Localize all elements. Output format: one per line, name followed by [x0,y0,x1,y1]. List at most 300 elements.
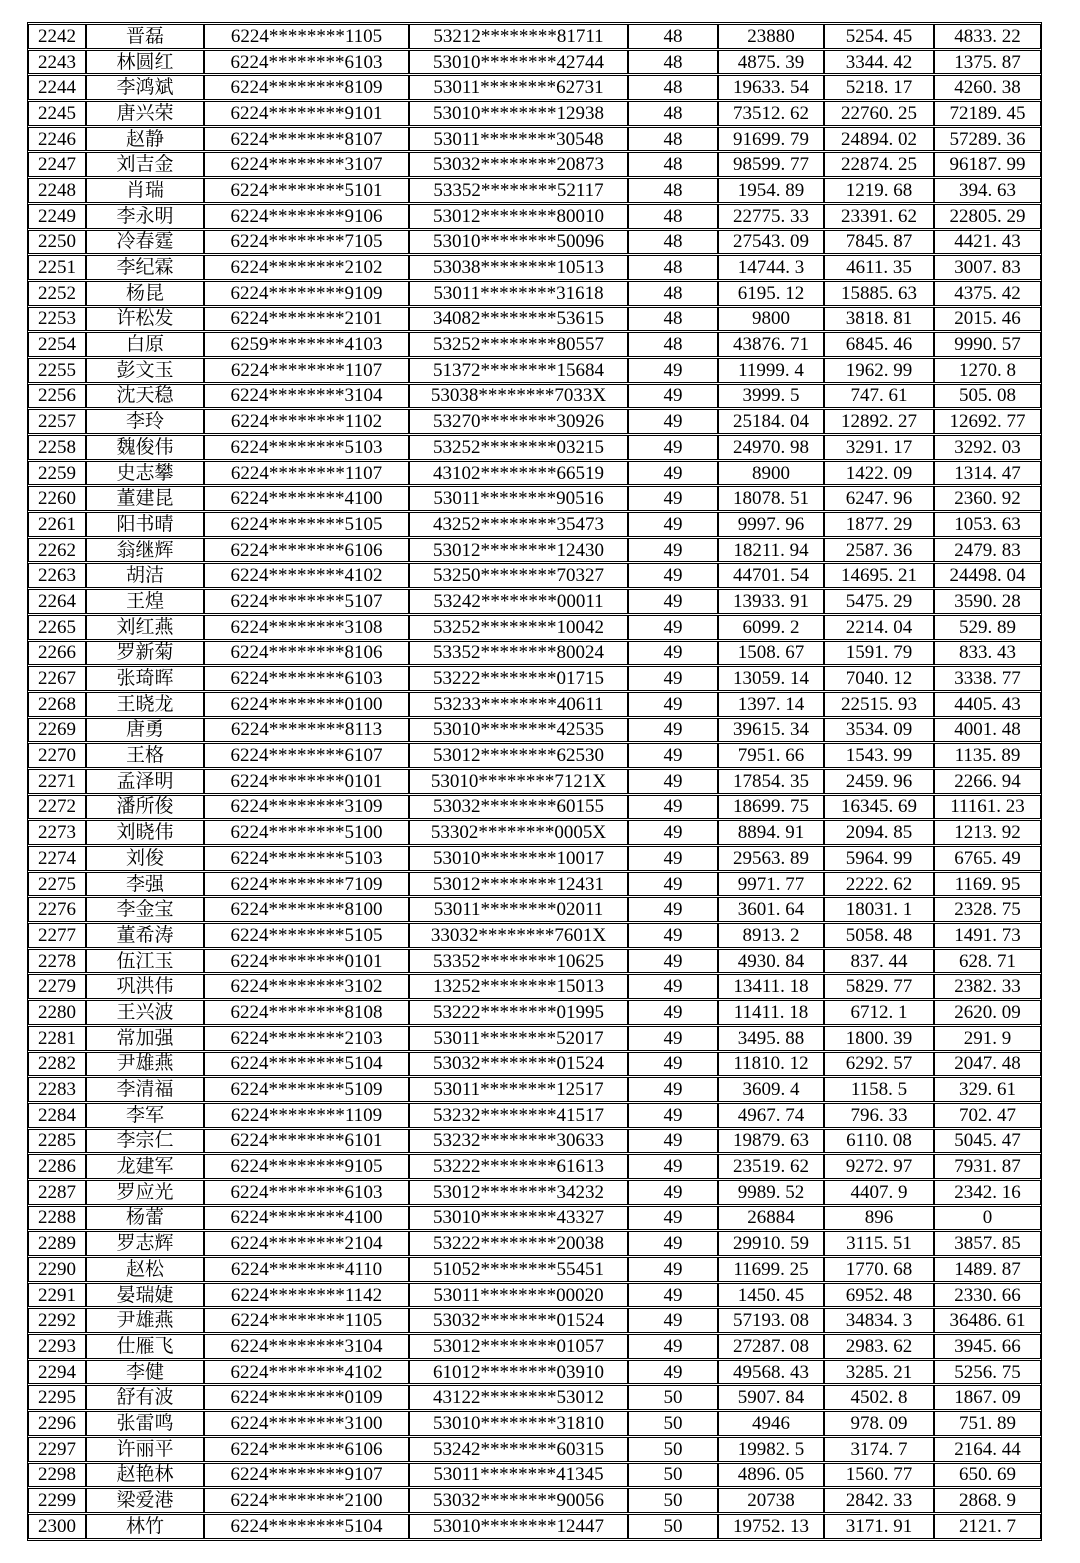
amount-2-cell: 6712. 1 [824,1000,934,1025]
amount-1-cell: 1450. 45 [718,1283,824,1308]
amount-3-cell: 2868. 9 [934,1488,1041,1513]
amount-3-cell: 1053. 63 [934,512,1041,537]
table-row [28,1385,1041,1410]
name-cell: 刘吉金 [86,152,204,177]
amount-2-cell: 4407. 9 [824,1180,934,1205]
name-cell: 李宗仁 [86,1129,204,1154]
id-number-cell: 34082********53615 [409,307,628,332]
code-cell: 49 [628,384,718,409]
code-cell: 49 [628,872,718,897]
amount-1-cell: 9989. 52 [718,1180,824,1205]
amount-2-cell: 2983. 62 [824,1334,934,1359]
table-row [28,820,1041,845]
amount-3-cell: 4260. 38 [934,75,1041,100]
id-number-cell: 53011********00020 [409,1283,628,1308]
code-cell: 49 [628,1052,718,1077]
table-row [28,1026,1041,1051]
id-number-cell: 53010********10017 [409,846,628,871]
code-cell: 49 [628,358,718,383]
code-cell: 49 [628,641,718,666]
amount-1-cell: 14744. 3 [718,255,824,280]
card-number-cell: 6224********2103 [204,1026,409,1051]
serial-number-cell: 2283 [28,1077,86,1102]
amount-3-cell: 650. 69 [934,1463,1041,1488]
id-number-cell: 43122********53012 [409,1385,628,1410]
table-row [28,1154,1041,1179]
amount-3-cell: 4375. 42 [934,281,1041,306]
amount-2-cell: 1591. 79 [824,641,934,666]
amount-3-cell: 2266. 94 [934,769,1041,794]
amount-2-cell: 747. 61 [824,384,934,409]
amount-2-cell: 896 [824,1206,934,1231]
table-row [28,24,1041,49]
amount-1-cell: 23880 [718,24,824,49]
amount-1-cell: 29910. 59 [718,1231,824,1256]
serial-number-cell: 2256 [28,384,86,409]
code-cell: 49 [628,1257,718,1282]
name-cell: 李军 [86,1103,204,1128]
card-number-cell: 6224********9101 [204,101,409,126]
amount-2-cell: 22515. 93 [824,692,934,717]
card-number-cell: 6224********0100 [204,692,409,717]
code-cell: 48 [628,101,718,126]
amount-1-cell: 9997. 96 [718,512,824,537]
amount-3-cell: 36486. 61 [934,1308,1041,1333]
amount-1-cell: 8894. 91 [718,820,824,845]
card-number-cell: 6224********8109 [204,75,409,100]
amount-2-cell: 1219. 68 [824,178,934,203]
amount-3-cell: 1491. 73 [934,923,1041,948]
code-cell: 48 [628,307,718,332]
amount-2-cell: 2842. 33 [824,1488,934,1513]
table-row [28,1308,1041,1333]
table-row [28,1411,1041,1436]
name-cell: 杨昆 [86,281,204,306]
table-row [28,949,1041,974]
card-number-cell: 6224********7109 [204,872,409,897]
serial-number-cell: 2272 [28,795,86,820]
serial-number-cell: 2254 [28,332,86,357]
amount-3-cell: 7931. 87 [934,1154,1041,1179]
id-number-cell: 53012********34232 [409,1180,628,1205]
card-number-cell: 6224********5109 [204,1077,409,1102]
amount-3-cell: 6765. 49 [934,846,1041,871]
card-number-cell: 6224********0101 [204,949,409,974]
masked-account-table [27,22,1042,1541]
card-number-cell: 6224********8107 [204,127,409,152]
card-number-cell: 6224********5104 [204,1514,409,1539]
serial-number-cell: 2282 [28,1052,86,1077]
amount-2-cell: 2214. 04 [824,615,934,640]
amount-2-cell: 22874. 25 [824,152,934,177]
serial-number-cell: 2251 [28,255,86,280]
amount-1-cell: 18078. 51 [718,486,824,511]
code-cell: 50 [628,1385,718,1410]
amount-1-cell: 3601. 64 [718,897,824,922]
amount-2-cell: 1800. 39 [824,1026,934,1051]
serial-number-cell: 2290 [28,1257,86,1282]
serial-number-cell: 2260 [28,486,86,511]
amount-2-cell: 5475. 29 [824,589,934,614]
code-cell: 48 [628,255,718,280]
amount-1-cell: 20738 [718,1488,824,1513]
amount-2-cell: 18031. 1 [824,897,934,922]
code-cell: 49 [628,589,718,614]
amount-2-cell: 3291. 17 [824,435,934,460]
amount-1-cell: 26884 [718,1206,824,1231]
amount-3-cell: 529. 89 [934,615,1041,640]
id-number-cell: 53012********12431 [409,872,628,897]
card-number-cell: 6224********6103 [204,50,409,75]
table-row [28,666,1041,691]
card-number-cell: 6224********9109 [204,281,409,306]
code-cell: 50 [628,1437,718,1462]
amount-1-cell: 23519. 62 [718,1154,824,1179]
name-cell: 李鸿斌 [86,75,204,100]
serial-number-cell: 2276 [28,897,86,922]
name-cell: 史志攀 [86,461,204,486]
code-cell: 49 [628,1077,718,1102]
amount-1-cell: 18699. 75 [718,795,824,820]
amount-3-cell: 11161. 23 [934,795,1041,820]
amount-2-cell: 14695. 21 [824,563,934,588]
card-number-cell: 6224********4100 [204,486,409,511]
card-number-cell: 6224********4100 [204,1206,409,1231]
table-row [28,50,1041,75]
name-cell: 李纪霖 [86,255,204,280]
name-cell: 张雷鸣 [86,1411,204,1436]
code-cell: 49 [628,1283,718,1308]
amount-3-cell: 2121. 7 [934,1514,1041,1539]
name-cell: 常加强 [86,1026,204,1051]
amount-2-cell: 1543. 99 [824,743,934,768]
id-number-cell: 53011********41345 [409,1463,628,1488]
code-cell: 49 [628,1360,718,1385]
id-number-cell: 53032********01524 [409,1052,628,1077]
amount-1-cell: 27543. 09 [718,230,824,255]
amount-2-cell: 1158. 5 [824,1077,934,1102]
table-row [28,409,1041,434]
name-cell: 李金宝 [86,897,204,922]
amount-3-cell: 4001. 48 [934,718,1041,743]
amount-2-cell: 4502. 8 [824,1385,934,1410]
serial-number-cell: 2267 [28,666,86,691]
id-number-cell: 53010********31810 [409,1411,628,1436]
table-row [28,795,1041,820]
table-row [28,692,1041,717]
card-number-cell: 6224********6106 [204,1437,409,1462]
card-number-cell: 6224********3100 [204,1411,409,1436]
serial-number-cell: 2293 [28,1334,86,1359]
card-number-cell: 6224********6106 [204,538,409,563]
name-cell: 赵静 [86,127,204,152]
serial-number-cell: 2270 [28,743,86,768]
amount-2-cell: 16345. 69 [824,795,934,820]
id-number-cell: 53352********10625 [409,949,628,974]
serial-number-cell: 2296 [28,1411,86,1436]
table-row [28,1360,1041,1385]
amount-2-cell: 3818. 81 [824,307,934,332]
card-number-cell: 6224********8108 [204,1000,409,1025]
amount-3-cell: 3007. 83 [934,255,1041,280]
name-cell: 龙建军 [86,1154,204,1179]
amount-2-cell: 9272. 97 [824,1154,934,1179]
id-number-cell: 53222********01715 [409,666,628,691]
amount-3-cell: 833. 43 [934,641,1041,666]
serial-number-cell: 2266 [28,641,86,666]
id-number-cell: 53011********12517 [409,1077,628,1102]
serial-number-cell: 2246 [28,127,86,152]
code-cell: 49 [628,1000,718,1025]
id-number-cell: 53010********43327 [409,1206,628,1231]
serial-number-cell: 2285 [28,1129,86,1154]
name-cell: 王格 [86,743,204,768]
name-cell: 许丽平 [86,1437,204,1462]
name-cell: 罗应光 [86,1180,204,1205]
card-number-cell: 6224********0109 [204,1385,409,1410]
serial-number-cell: 2287 [28,1180,86,1205]
card-number-cell: 6224********9107 [204,1463,409,1488]
id-number-cell: 43252********35473 [409,512,628,537]
amount-2-cell: 1770. 68 [824,1257,934,1282]
amount-2-cell: 3285. 21 [824,1360,934,1385]
serial-number-cell: 2294 [28,1360,86,1385]
card-number-cell: 6224********5101 [204,178,409,203]
amount-2-cell: 2222. 62 [824,872,934,897]
table-row [28,1488,1041,1513]
card-number-cell: 6224********3109 [204,795,409,820]
card-number-cell: 6224********6103 [204,666,409,691]
amount-3-cell: 4405. 43 [934,692,1041,717]
table-row [28,897,1041,922]
amount-1-cell: 4946 [718,1411,824,1436]
table-row [28,1283,1041,1308]
card-number-cell: 6259********4103 [204,332,409,357]
amount-1-cell: 18211. 94 [718,538,824,563]
table-row [28,923,1041,948]
amount-1-cell: 22775. 33 [718,204,824,229]
amount-1-cell: 29563. 89 [718,846,824,871]
amount-3-cell: 2342. 16 [934,1180,1041,1205]
amount-1-cell: 73512. 62 [718,101,824,126]
id-number-cell: 53352********52117 [409,178,628,203]
card-number-cell: 6224********5103 [204,846,409,871]
id-number-cell: 53233********40611 [409,692,628,717]
name-cell: 赵松 [86,1257,204,1282]
name-cell: 刘俊 [86,846,204,871]
table-row [28,461,1041,486]
card-number-cell: 6224********2102 [204,255,409,280]
serial-number-cell: 2255 [28,358,86,383]
card-number-cell: 6224********1109 [204,1103,409,1128]
amount-1-cell: 19633. 54 [718,75,824,100]
id-number-cell: 53010********42744 [409,50,628,75]
serial-number-cell: 2298 [28,1463,86,1488]
amount-3-cell: 12692. 77 [934,409,1041,434]
id-number-cell: 61012********03910 [409,1360,628,1385]
code-cell: 48 [628,152,718,177]
table-row [28,1257,1041,1282]
amount-3-cell: 394. 63 [934,178,1041,203]
serial-number-cell: 2275 [28,872,86,897]
code-cell: 48 [628,127,718,152]
serial-number-cell: 2286 [28,1154,86,1179]
name-cell: 罗志辉 [86,1231,204,1256]
id-number-cell: 53010********7121X [409,769,628,794]
id-number-cell: 53011********02011 [409,897,628,922]
card-number-cell: 6224********5103 [204,435,409,460]
table-row [28,281,1041,306]
code-cell: 49 [628,1154,718,1179]
id-number-cell: 53038********10513 [409,255,628,280]
code-cell: 49 [628,1308,718,1333]
amount-2-cell: 5254. 45 [824,24,934,49]
code-cell: 48 [628,281,718,306]
amount-3-cell: 1489. 87 [934,1257,1041,1282]
card-number-cell: 6224********2104 [204,1231,409,1256]
serial-number-cell: 2264 [28,589,86,614]
name-cell: 唐兴荣 [86,101,204,126]
table-row [28,384,1041,409]
amount-1-cell: 4875. 39 [718,50,824,75]
name-cell: 董建昆 [86,486,204,511]
serial-number-cell: 2269 [28,718,86,743]
card-number-cell: 6224********1142 [204,1283,409,1308]
amount-3-cell: 702. 47 [934,1103,1041,1128]
name-cell: 王晓龙 [86,692,204,717]
amount-3-cell: 96187. 99 [934,152,1041,177]
id-number-cell: 53242********00011 [409,589,628,614]
amount-1-cell: 13059. 14 [718,666,824,691]
name-cell: 巩洪伟 [86,974,204,999]
amount-2-cell: 3115. 51 [824,1231,934,1256]
serial-number-cell: 2268 [28,692,86,717]
code-cell: 50 [628,1514,718,1539]
serial-number-cell: 2284 [28,1103,86,1128]
code-cell: 49 [628,743,718,768]
amount-2-cell: 2587. 36 [824,538,934,563]
table-row [28,769,1041,794]
amount-3-cell: 1867. 09 [934,1385,1041,1410]
serial-number-cell: 2273 [28,820,86,845]
serial-number-cell: 2262 [28,538,86,563]
card-number-cell: 6224********8100 [204,897,409,922]
name-cell: 舒有波 [86,1385,204,1410]
amount-3-cell: 2382. 33 [934,974,1041,999]
table-row [28,435,1041,460]
serial-number-cell: 2289 [28,1231,86,1256]
serial-number-cell: 2257 [28,409,86,434]
table-row [28,743,1041,768]
name-cell: 林竹 [86,1514,204,1539]
code-cell: 49 [628,1026,718,1051]
amount-3-cell: 1375. 87 [934,50,1041,75]
name-cell: 尹雄燕 [86,1052,204,1077]
amount-1-cell: 4967. 74 [718,1103,824,1128]
amount-1-cell: 91699. 79 [718,127,824,152]
id-number-cell: 53302********0005X [409,820,628,845]
serial-number-cell: 2242 [28,24,86,49]
amount-1-cell: 43876. 71 [718,332,824,357]
id-number-cell: 53012********01057 [409,1334,628,1359]
name-cell: 李清福 [86,1077,204,1102]
id-number-cell: 53011********90516 [409,486,628,511]
amount-3-cell: 2330. 66 [934,1283,1041,1308]
serial-number-cell: 2248 [28,178,86,203]
amount-1-cell: 19879. 63 [718,1129,824,1154]
amount-2-cell: 4611. 35 [824,255,934,280]
code-cell: 49 [628,974,718,999]
amount-1-cell: 9971. 77 [718,872,824,897]
name-cell: 沈天稳 [86,384,204,409]
amount-3-cell: 3857. 85 [934,1231,1041,1256]
card-number-cell: 6224********6101 [204,1129,409,1154]
amount-1-cell: 4930. 84 [718,949,824,974]
card-number-cell: 6224********5100 [204,820,409,845]
code-cell: 50 [628,1411,718,1436]
amount-1-cell: 44701. 54 [718,563,824,588]
id-number-cell: 53012********62530 [409,743,628,768]
code-cell: 49 [628,563,718,588]
amount-1-cell: 11699. 25 [718,1257,824,1282]
card-number-cell: 6224********8106 [204,641,409,666]
name-cell: 唐勇 [86,718,204,743]
serial-number-cell: 2279 [28,974,86,999]
amount-1-cell: 8913. 2 [718,923,824,948]
id-number-cell: 43102********66519 [409,461,628,486]
amount-3-cell: 0 [934,1206,1041,1231]
id-number-cell: 53011********31618 [409,281,628,306]
serial-number-cell: 2259 [28,461,86,486]
code-cell: 49 [628,846,718,871]
card-number-cell: 6224********3104 [204,1334,409,1359]
amount-3-cell: 2620. 09 [934,1000,1041,1025]
table-row [28,1514,1041,1539]
amount-1-cell: 39615. 34 [718,718,824,743]
table-row [28,127,1041,152]
serial-number-cell: 2249 [28,204,86,229]
id-number-cell: 51052********55451 [409,1257,628,1282]
table-row [28,255,1041,280]
card-number-cell: 6224********1105 [204,1308,409,1333]
card-number-cell: 6224********0101 [204,769,409,794]
code-cell: 49 [628,1334,718,1359]
serial-number-cell: 2250 [28,230,86,255]
serial-number-cell: 2281 [28,1026,86,1051]
card-number-cell: 6224********4110 [204,1257,409,1282]
id-number-cell: 53010********42535 [409,718,628,743]
table-row [28,1231,1041,1256]
table-row [28,641,1041,666]
id-number-cell: 53010********50096 [409,230,628,255]
amount-3-cell: 22805. 29 [934,204,1041,229]
table-row [28,204,1041,229]
amount-1-cell: 27287. 08 [718,1334,824,1359]
table-body [28,24,1041,1539]
id-number-cell: 53212********81711 [409,24,628,49]
table-row [28,1052,1041,1077]
amount-2-cell: 1422. 09 [824,461,934,486]
amount-3-cell: 1169. 95 [934,872,1041,897]
amount-1-cell: 98599. 77 [718,152,824,177]
serial-number-cell: 2253 [28,307,86,332]
id-number-cell: 53250********70327 [409,563,628,588]
table-row [28,1180,1041,1205]
card-number-cell: 6224********6103 [204,1180,409,1205]
amount-1-cell: 4896. 05 [718,1463,824,1488]
code-cell: 48 [628,230,718,255]
amount-2-cell: 5964. 99 [824,846,934,871]
